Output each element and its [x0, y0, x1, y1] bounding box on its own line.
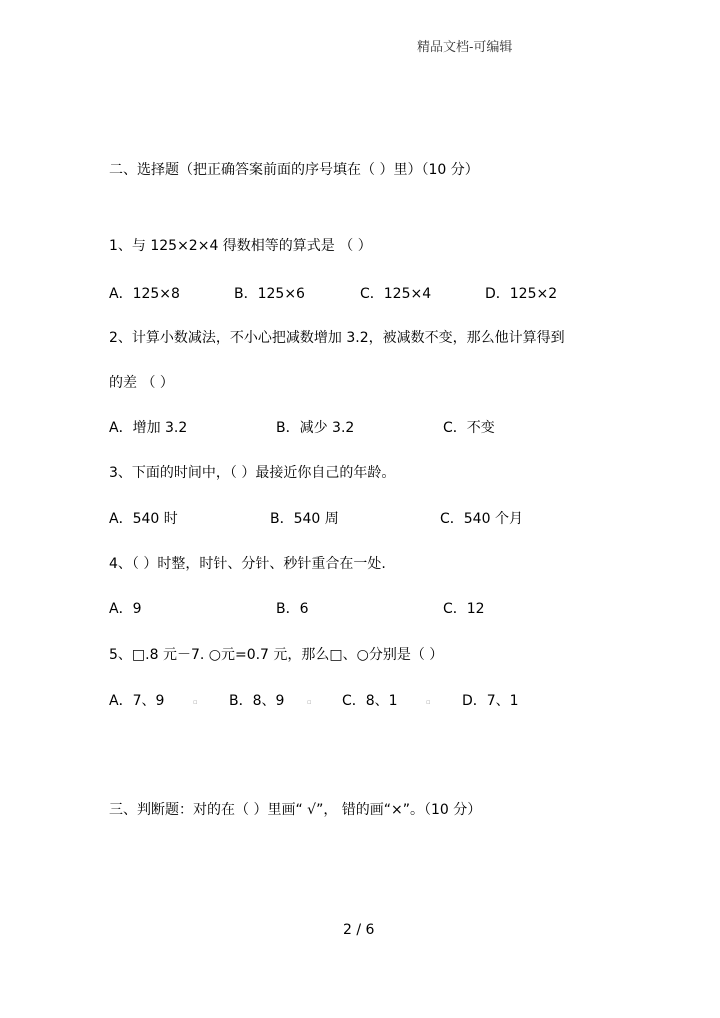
- page-number: 2 / 6: [343, 922, 375, 938]
- question-2-text-continued: 的差 （ ）: [109, 375, 174, 391]
- question-1-text: 1、与 125×2×4 得数相等的算式是 （ ）: [109, 238, 372, 254]
- question-3-text: 3、下面的时间中，（ ）最接近你自己的年龄。: [109, 465, 396, 481]
- question-5-option-d: D．7、1: [462, 693, 519, 709]
- faint-mark: ▫: [426, 698, 431, 706]
- question-3-option-a: A．540 时: [109, 511, 178, 527]
- question-4-option-a: A．9: [109, 601, 142, 617]
- faint-mark: ▫: [307, 698, 312, 706]
- question-5-option-a: A．7、9: [109, 693, 165, 709]
- section-2-title: 二、选择题（把正确答案前面的序号填在（ ）里）（10 分）: [109, 162, 479, 178]
- question-2-option-b: B．减少 3.2: [276, 420, 355, 436]
- question-4-option-c: C．12: [443, 601, 485, 617]
- question-5-option-b: B．8、9: [229, 693, 285, 709]
- question-2-option-c: C．不变: [443, 420, 495, 436]
- question-1-option-b: B．125×6: [234, 286, 305, 302]
- question-1-option-d: D．125×2: [485, 286, 558, 302]
- question-2-option-a: A．增加 3.2: [109, 420, 188, 436]
- question-3-option-b: B．540 周: [270, 511, 339, 527]
- question-1-option-c: C．125×4: [360, 286, 432, 302]
- section-3-title: 三、判断题：对的在（ ）里画“ √”， 错的画“×”。（10 分）: [109, 802, 482, 818]
- question-4-text: 4、（ ）时整，时针、分针、秒针重合在一处.: [109, 556, 386, 572]
- question-1-option-a: A．125×8: [109, 286, 180, 302]
- question-5-option-c: C．8、1: [342, 693, 398, 709]
- question-5-text: 5、□.8 元－7. ○元=0.7 元，那么□、○分别是（ ）: [109, 647, 444, 663]
- question-2-text: 2、计算小数减法，不小心把减数增加 3.2，被减数不变，那么他计算得到: [109, 330, 565, 346]
- question-3-option-c: C．540 个月: [440, 511, 523, 527]
- page-header: 精品文档-可编辑: [417, 40, 513, 55]
- question-4-option-b: B．6: [276, 601, 309, 617]
- faint-mark: ▫: [193, 698, 198, 706]
